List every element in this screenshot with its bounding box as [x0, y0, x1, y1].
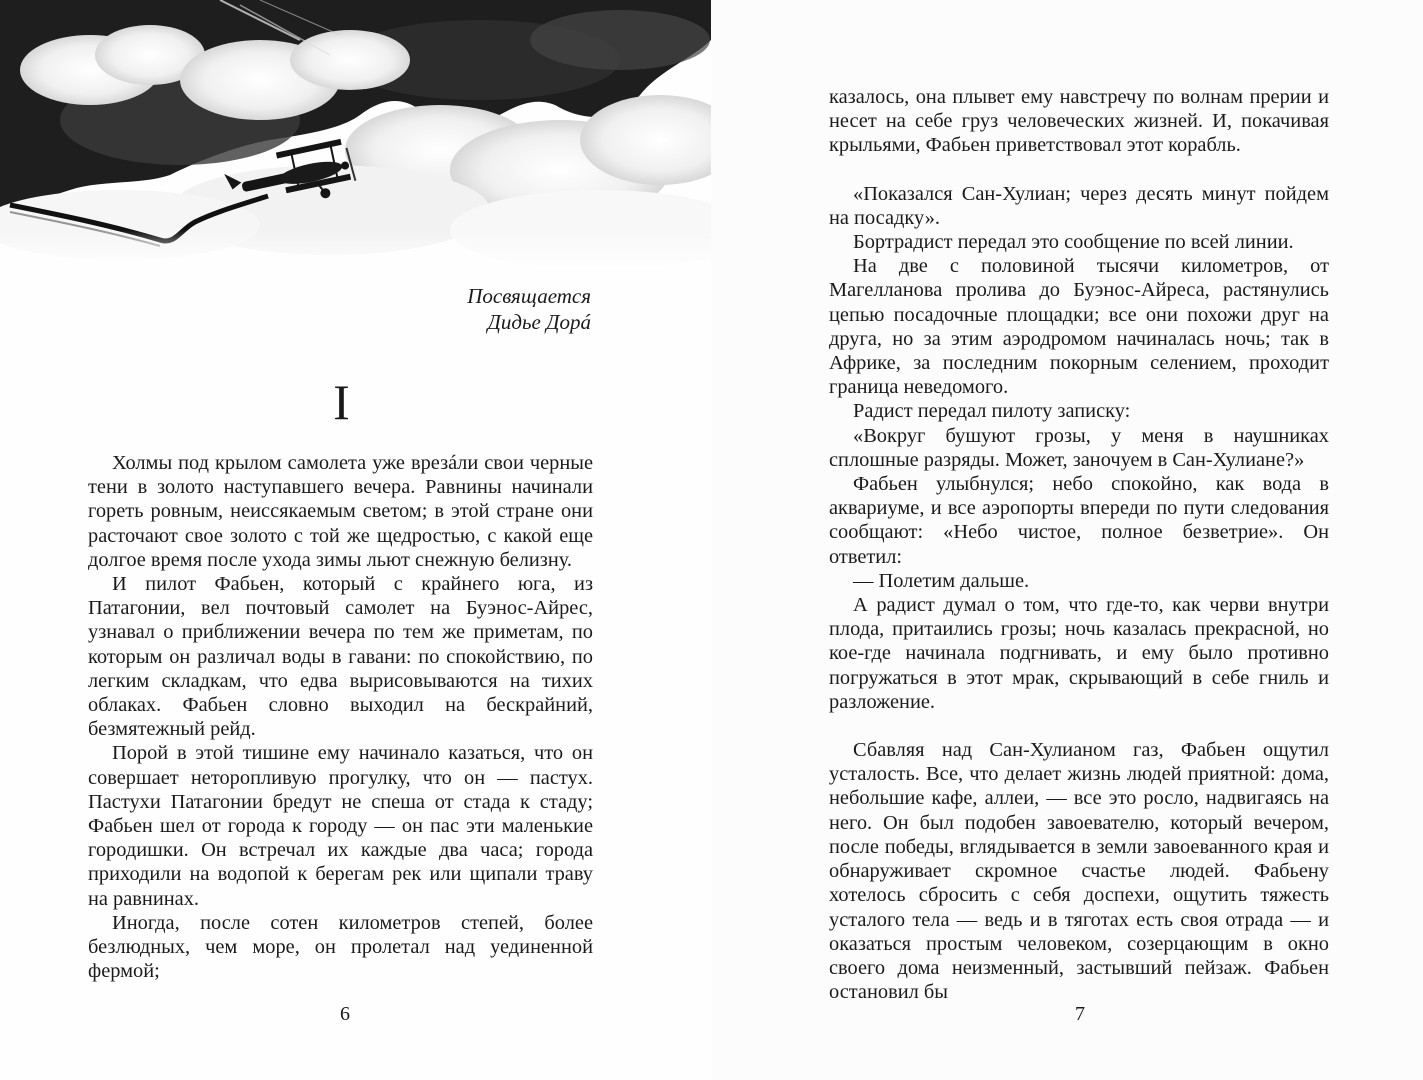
paragraph: Фабьен улыбнулся; небо спокойно, как вода в аквариуме, и все аэропорты впереди по пути следования сообщают: «Небо чистое, полное безветрие». Он ответил:	[829, 473, 1329, 568]
right-text-column	[829, 85, 1329, 1004]
paragraph: И пилот Фабьен, который с крайнего юга, из Патагонии, вел почтовый самолет на Буэнос-Айрес, узнавал о приближении вечера по тем же приметам, по которым он различал воды в гавани: по спокойствию, по легким складкам, что едва вырисовываются на тихих облаках. Фабьен словно выходил на бескрайний, безмятежный рейд.	[88, 573, 593, 741]
paragraph: Порой в этой тишине ему начинало казаться, что он совершает неторопливую прогулку, что он — пастух. Пастухи Патагонии бредут не спеша от стада к стаду; Фабьен шел от города к городу — он пас эти маленькие городишки. Он встречал их каждые два часа; города приходили на водопой к берегам рек или щипали траву на равнинах.	[88, 742, 593, 910]
paragraph: Бортрадист передал это сообщение по всей линии.	[853, 231, 1294, 254]
paragraph: А радист думал о том, что где-то, как черви внутри плода, притаились грозы; ночь казалась прекрасной, но кое-где начинала подгнивать, и ему было противно погружаться в этот мрак, скрывающий в себе гниль и разложение.	[829, 594, 1329, 713]
airplane-over-clouds-icon	[0, 0, 711, 270]
dedication-name: Дидье Дорá	[487, 310, 591, 334]
paragraph: Холмы под крылом самолета уже врезáли свои черные тени в золото наступавшего вечера. Равнины начинали гореть ровным, неиссякаемым светом; в этой стране они расточают свое золото с той же щедростью, с какой еще долгое время после ухода зимы льют снежную белизну.	[88, 452, 593, 571]
chapter-number: I	[333, 374, 350, 430]
left-page	[0, 0, 711, 1080]
page-number: 6	[340, 1003, 350, 1025]
paragraph: «Показался Сан-Хулиан; через десять минут пойдем на посадку».	[829, 182, 1329, 229]
page-number: 7	[1075, 1003, 1085, 1025]
left-text-column	[88, 451, 593, 983]
paragraph: — Полетим дальше.	[853, 569, 1030, 592]
paragraph: Радист передал пилоту записку:	[853, 400, 1131, 423]
dedication	[467, 283, 591, 335]
paragraph: Сбавляя над Сан-Хулианом газ, Фабьен ощутил усталость. Все, что делает жизнь людей приятной: дома, небольшие кафе, аллеи, — все это росло, надвигаясь на него. Он был подобен завоевателю, который вечером, после победы, вглядывается в земли завоеванного края и обнаруживает скромное счастье людей. Фабьену хотелось сбросить с себя доспехи, ощутить тяжесть усталого тела — ведь и в тяготах есть своя отрада — и оказаться простым человеком, созерцающим в окно своего дома неизменный, застывший пейзаж. Фабьен остановил бы	[829, 739, 1329, 1004]
paragraph: «Вокруг бушуют грозы, у меня в наушниках сплошные разряды. Может, заночуем в Сан-Хулиане?»	[829, 424, 1329, 471]
paragraph: На две с половиной тысячи километров, от Магелланова пролива до Буэнос-Айреса, растянулись цепью посадочные площадки; все они похожи друг на друга, но за этим аэродромом начиналась ночь; так в Африке, за последним покорным селением, проходит граница неведомого.	[829, 255, 1329, 399]
paragraph: казалось, она плывет ему навстречу по волнам прерии и несет на себе груз человеческих жизней. И, покачивая крыльями, Фабьен приветствовал этот корабль.	[829, 86, 1329, 157]
dedication-line: Посвящается	[467, 284, 591, 308]
paragraph: Иногда, после сотен километров степей, более безлюдных, чем море, он пролетал над уединенной фермой;	[88, 911, 593, 983]
right-page	[711, 0, 1423, 1080]
